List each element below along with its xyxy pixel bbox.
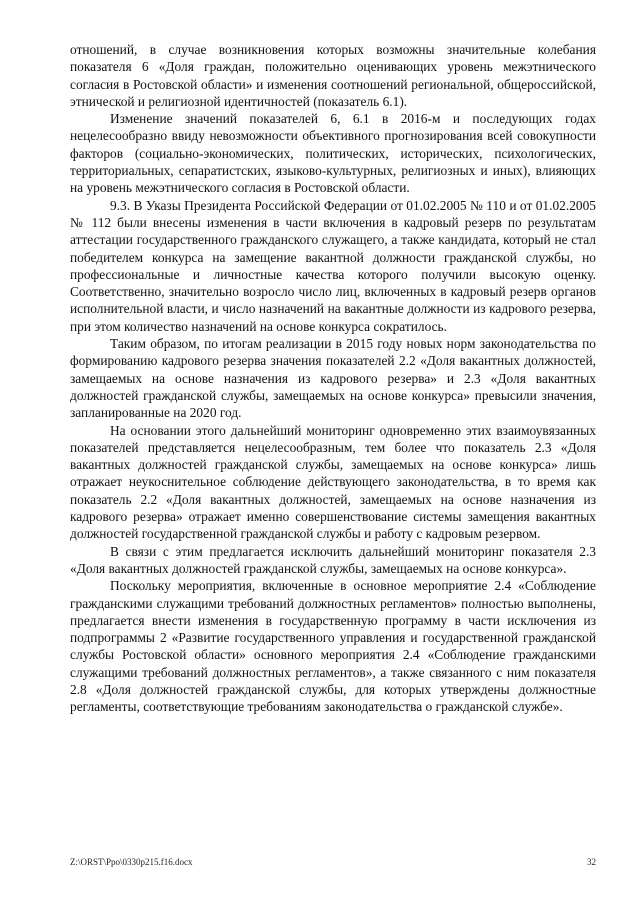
paragraph-monitoring: На основании этого дальнейший мониторинг одновременно этих взаимоувязанных показателей представляется нецелесообразным, тем более что показатель 2.3 «Доля вакантных должностей гражданской службы, замещаемых на основе конкурса» лишь отражает неукоснительное соблюдение действующего законодательства, в то время как показатель 2.2 «Доля вакантных должностей, замещаемых на основе назначения из кадрового резерва» отражает именно совершенствование системы замещения вакантных должностей государственной гражданской службы и работу с кадровым резервом. (70, 422, 596, 542)
paragraph-indicators-6: Изменение значений показателей 6, 6.1 в 2016-м и последующих годах нецелесообразно ввиду невозможности объективного прогнозирования всей совокупности факторов (социально-экономических, политических, исторических, психологических, территориальных, сепаратистских, языково-культурных, религиозных и иных), влияющих на уровень межэтнического согласия в Ростовской области. (70, 111, 596, 196)
document-body (70, 41, 596, 716)
paragraph-exclude-2-3: В связи с этим предлагается исключить дальнейший мониторинг показателя 2.3 «Доля вакантных должностей гражданской службы, замещаемых на основе конкурса». (70, 543, 596, 576)
page-number: 32 (587, 857, 596, 867)
footer-file-path: Z:\ORST\Ppo\0330p215.f16.docx (70, 857, 193, 867)
paragraph-measure-2-4: Поскольку мероприятия, включенные в основное мероприятие 2.4 «Соблюдение гражданскими служащими требований должностных регламентов» полностью выполнены, предлагается внести изменения в государственную программу в части исключения из подпрограммы 2 «Развитие государственного управления и государственной гражданской службы Ростовской области» основного мероприятия 2.4 «Соблюдение гражданскими служащими требований должностных регламентов», а также связанного с ним показателя 2.8 «Доля должностей гражданской службы, для которых утверждены должностные регламенты, соответствующие требованиям законодательства о гражданской службе». (70, 578, 596, 715)
paragraph-continuation: отношений, в случае возникновения которых возможны значительные колебания показателя 6 «Доля граждан, положительно оценивающих уровень межэтнического согласия в Ростовской области» и изменения соотношений региональной, общероссийской, этнической и религиозной идентичностей (показатель 6.1). (70, 42, 596, 109)
page-footer (70, 857, 596, 868)
paragraph-results-2015: Таким образом, по итогам реализации в 2015 году новых норм законодательства по формированию кадрового резерва значения показателей 2.2 «Доля вакантных должностей, замещаемых на основе назначения из кадрового резерва» и 2.3 «Доля вакантных должностей гражданской службы, замещаемых на основе конкурса» превысили значения, запланированные на 2020 год. (70, 336, 596, 421)
paragraph-9-3: 9.3. В Указы Президента Российской Федерации от 01.02.2005 № 110 и от 01.02.2005 № 112 были внесены изменения в части включения в кадровый резерв по результатам аттестации государственного гражданского служащего, а также кандидата, который не стал победителем конкурса на замещение вакантной должности гражданской службы, но профессиональные и личностные качества которого получили высокую оценку. Соответственно, значительно возросло число лиц, включенных в кадровый резерв органов исполнительной власти, и число назначений на вакантные должности из кадрового резерва, при этом количество назначений на основе конкурса сократилось. (70, 197, 596, 334)
